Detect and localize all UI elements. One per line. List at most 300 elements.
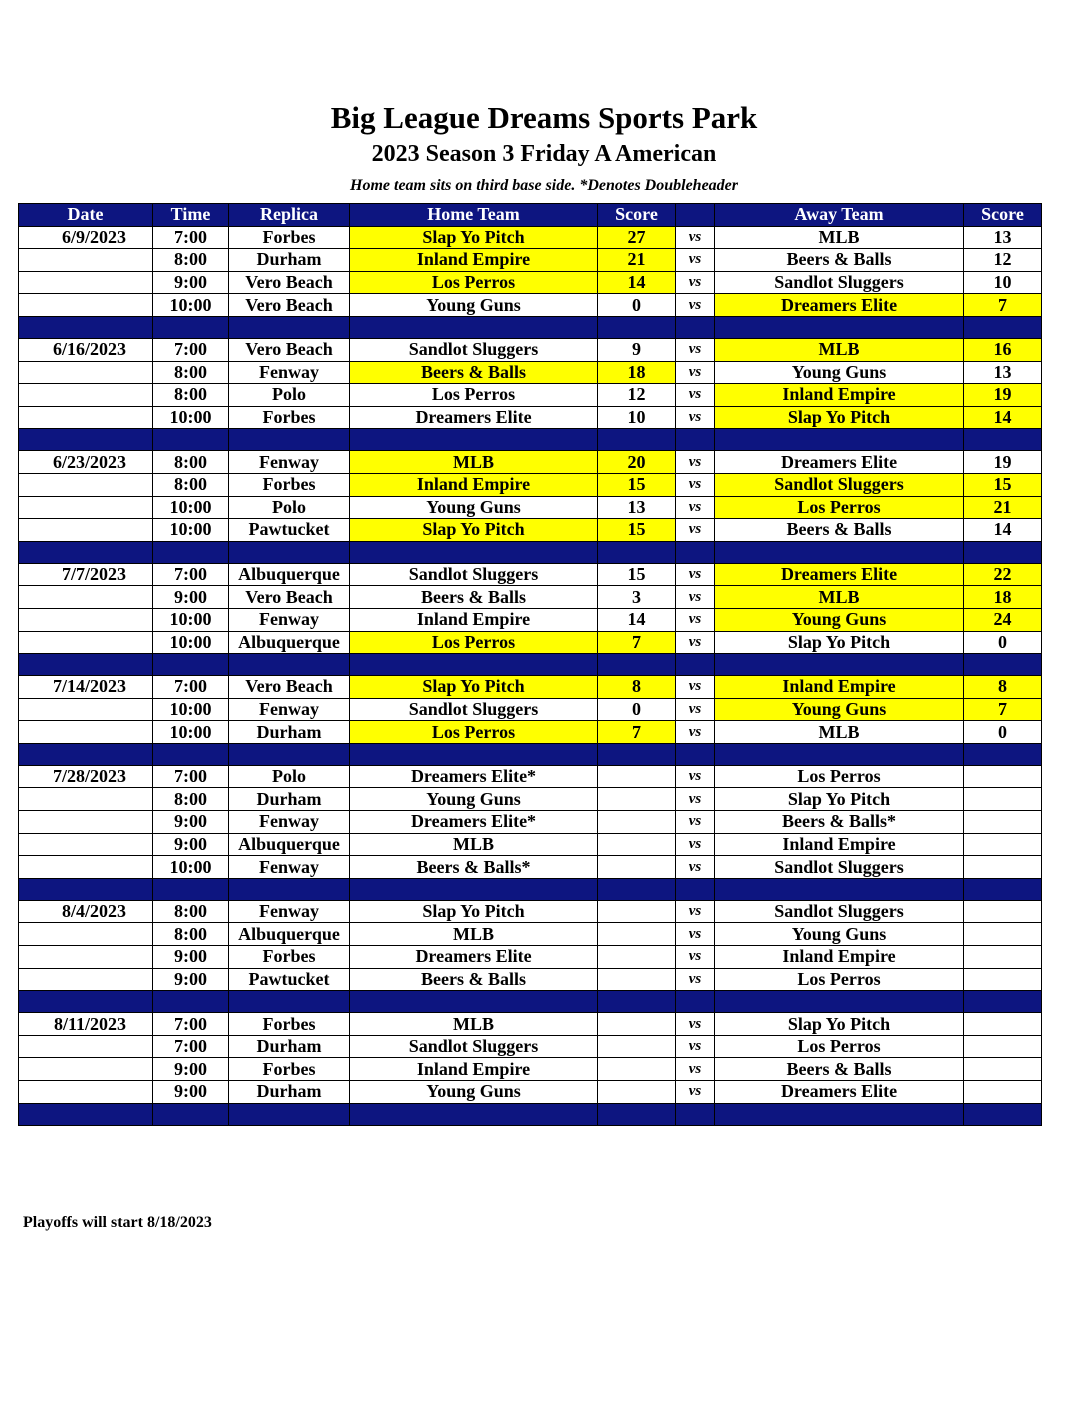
away-score-cell: 13 [964, 361, 1042, 384]
home-score-cell: 0 [598, 294, 676, 317]
away-team-cell: Inland Empire [715, 384, 964, 407]
home-score-cell [598, 811, 676, 834]
separator-cell [676, 991, 715, 1013]
away-score-cell [964, 765, 1042, 788]
vs-cell: vs [676, 721, 715, 744]
separator-cell [229, 541, 350, 563]
home-team-cell: Slap Yo Pitch [350, 519, 598, 542]
home-score-cell: 18 [598, 361, 676, 384]
vs-cell: vs [676, 833, 715, 856]
game-row [19, 631, 1042, 654]
replica-cell: Forbes [229, 226, 350, 249]
page-title: Big League Dreams Sports Park [330, 100, 758, 135]
away-team-cell: Slap Yo Pitch [715, 788, 964, 811]
game-row [19, 968, 1042, 991]
week-separator-row [19, 429, 1042, 451]
home-score-cell [598, 946, 676, 969]
away-team-cell: MLB [715, 721, 964, 744]
game-row [19, 1081, 1042, 1104]
separator-cell [153, 743, 229, 765]
away-team-cell: Young Guns [715, 698, 964, 721]
home-team-cell: Slap Yo Pitch [350, 226, 598, 249]
separator-cell [715, 654, 964, 676]
col-header-home-team: Home Team [350, 204, 598, 227]
home-team-cell: Beers & Balls [350, 586, 598, 609]
away-team-cell: Los Perros [715, 496, 964, 519]
home-team-cell: Young Guns [350, 788, 598, 811]
game-row [19, 856, 1042, 879]
vs-cell: vs [676, 1081, 715, 1104]
home-score-cell [598, 968, 676, 991]
home-score-cell [598, 856, 676, 879]
replica-cell: Fenway [229, 900, 350, 923]
date-cell [19, 249, 153, 272]
away-team-cell: Slap Yo Pitch [715, 1013, 964, 1036]
replica-cell: Forbes [229, 1013, 350, 1036]
home-score-cell: 3 [598, 586, 676, 609]
separator-cell [715, 316, 964, 338]
time-cell: 7:00 [153, 1035, 229, 1058]
week-separator-row [19, 654, 1042, 676]
home-team-cell: Sandlot Sluggers [350, 1035, 598, 1058]
time-cell: 9:00 [153, 811, 229, 834]
home-team-cell: Dreamers Elite [350, 946, 598, 969]
home-score-cell: 13 [598, 496, 676, 519]
game-row [19, 900, 1042, 923]
game-row [19, 451, 1042, 474]
away-score-cell: 15 [964, 473, 1042, 496]
away-score-cell: 7 [964, 698, 1042, 721]
away-score-cell: 19 [964, 384, 1042, 407]
away-score-cell: 13 [964, 226, 1042, 249]
vs-cell: vs [676, 563, 715, 586]
separator-cell [964, 541, 1042, 563]
time-cell: 8:00 [153, 923, 229, 946]
home-team-cell: Inland Empire [350, 608, 598, 631]
time-cell: 9:00 [153, 271, 229, 294]
time-cell: 8:00 [153, 249, 229, 272]
separator-cell [19, 1103, 153, 1125]
game-row [19, 473, 1042, 496]
home-team-cell: Beers & Balls [350, 968, 598, 991]
date-cell: 6/9/2023 [19, 226, 153, 249]
separator-cell [153, 541, 229, 563]
away-team-cell: Young Guns [715, 361, 964, 384]
home-team-cell: Beers & Balls* [350, 856, 598, 879]
home-score-cell: 7 [598, 631, 676, 654]
time-cell: 9:00 [153, 1081, 229, 1104]
separator-cell [350, 743, 598, 765]
time-cell: 10:00 [153, 631, 229, 654]
time-cell: 8:00 [153, 900, 229, 923]
date-cell [19, 856, 153, 879]
game-row [19, 406, 1042, 429]
home-team-cell: Los Perros [350, 721, 598, 744]
away-team-cell: Slap Yo Pitch [715, 631, 964, 654]
away-team-cell: Beers & Balls [715, 249, 964, 272]
away-team-cell: Inland Empire [715, 946, 964, 969]
away-score-cell [964, 900, 1042, 923]
game-row [19, 811, 1042, 834]
home-team-cell: Dreamers Elite [350, 406, 598, 429]
game-row [19, 519, 1042, 542]
replica-cell: Pawtucket [229, 519, 350, 542]
date-cell [19, 406, 153, 429]
game-row [19, 338, 1042, 361]
date-cell [19, 608, 153, 631]
vs-cell: vs [676, 811, 715, 834]
home-score-cell: 15 [598, 473, 676, 496]
away-team-cell: Inland Empire [715, 676, 964, 699]
home-score-cell: 8 [598, 676, 676, 699]
game-row [19, 249, 1042, 272]
schedule-body [19, 226, 1042, 1125]
away-score-cell: 0 [964, 721, 1042, 744]
separator-cell [715, 878, 964, 900]
date-cell [19, 1035, 153, 1058]
separator-cell [676, 654, 715, 676]
replica-cell: Vero Beach [229, 586, 350, 609]
separator-cell [676, 743, 715, 765]
time-cell: 7:00 [153, 338, 229, 361]
separator-cell [964, 1103, 1042, 1125]
separator-cell [715, 541, 964, 563]
col-header-vs [676, 204, 715, 227]
date-cell [19, 271, 153, 294]
away-score-cell: 7 [964, 294, 1042, 317]
col-header-time: Time [153, 204, 229, 227]
home-team-cell: Beers & Balls [350, 361, 598, 384]
week-separator-row [19, 541, 1042, 563]
time-cell: 8:00 [153, 361, 229, 384]
away-score-cell [964, 788, 1042, 811]
time-cell: 10:00 [153, 721, 229, 744]
time-cell: 10:00 [153, 519, 229, 542]
vs-cell: vs [676, 496, 715, 519]
replica-cell: Fenway [229, 698, 350, 721]
separator-cell [229, 429, 350, 451]
separator-cell [19, 316, 153, 338]
home-team-cell: Young Guns [350, 1081, 598, 1104]
time-cell: 7:00 [153, 1013, 229, 1036]
separator-cell [19, 541, 153, 563]
replica-cell: Polo [229, 496, 350, 519]
game-row [19, 698, 1042, 721]
date-cell: 6/23/2023 [19, 451, 153, 474]
season-subtitle: 2023 Season 3 Friday A American [371, 141, 717, 167]
home-score-cell: 14 [598, 608, 676, 631]
away-team-cell: Los Perros [715, 765, 964, 788]
separator-cell [964, 991, 1042, 1013]
vs-cell: vs [676, 451, 715, 474]
home-team-cell: Slap Yo Pitch [350, 676, 598, 699]
game-row [19, 946, 1042, 969]
replica-cell: Albuquerque [229, 923, 350, 946]
time-cell: 7:00 [153, 676, 229, 699]
away-score-cell [964, 833, 1042, 856]
separator-cell [153, 878, 229, 900]
time-cell: 8:00 [153, 788, 229, 811]
game-row [19, 361, 1042, 384]
vs-cell: vs [676, 1058, 715, 1081]
away-team-cell: MLB [715, 226, 964, 249]
date-cell [19, 1081, 153, 1104]
away-team-cell: Young Guns [715, 608, 964, 631]
week-separator-row [19, 743, 1042, 765]
date-cell: 8/4/2023 [19, 900, 153, 923]
away-team-cell: Los Perros [715, 1035, 964, 1058]
date-cell [19, 721, 153, 744]
time-cell: 7:00 [153, 765, 229, 788]
separator-cell [964, 743, 1042, 765]
away-team-cell: Slap Yo Pitch [715, 406, 964, 429]
time-cell: 9:00 [153, 968, 229, 991]
home-score-cell [598, 900, 676, 923]
vs-cell: vs [676, 631, 715, 654]
away-team-cell: Young Guns [715, 923, 964, 946]
vs-cell: vs [676, 361, 715, 384]
schedule-table [18, 203, 1042, 1126]
date-cell [19, 294, 153, 317]
home-score-cell: 20 [598, 451, 676, 474]
replica-cell: Durham [229, 1035, 350, 1058]
game-row [19, 226, 1042, 249]
col-header-away-score: Score [964, 204, 1042, 227]
away-team-cell: Beers & Balls [715, 519, 964, 542]
away-score-cell: 10 [964, 271, 1042, 294]
game-row [19, 294, 1042, 317]
replica-cell: Forbes [229, 946, 350, 969]
date-cell [19, 923, 153, 946]
date-cell [19, 361, 153, 384]
away-score-cell [964, 1058, 1042, 1081]
date-cell [19, 788, 153, 811]
away-score-cell: 21 [964, 496, 1042, 519]
away-score-cell [964, 1035, 1042, 1058]
date-cell: 8/11/2023 [19, 1013, 153, 1036]
separator-cell [153, 1103, 229, 1125]
schedule-note: Home team sits on third base side. *Denotes Doubleheader [350, 177, 738, 194]
game-row [19, 1058, 1042, 1081]
game-row [19, 788, 1042, 811]
replica-cell: Forbes [229, 1058, 350, 1081]
vs-cell: vs [676, 294, 715, 317]
separator-cell [715, 991, 964, 1013]
time-cell: 10:00 [153, 294, 229, 317]
replica-cell: Polo [229, 384, 350, 407]
away-team-cell: Los Perros [715, 968, 964, 991]
separator-cell [676, 878, 715, 900]
home-score-cell: 15 [598, 563, 676, 586]
away-team-cell: Beers & Balls [715, 1058, 964, 1081]
away-score-cell [964, 811, 1042, 834]
home-team-cell: Inland Empire [350, 249, 598, 272]
game-row [19, 586, 1042, 609]
vs-cell: vs [676, 1035, 715, 1058]
home-team-cell: Young Guns [350, 294, 598, 317]
date-cell [19, 519, 153, 542]
away-team-cell: Sandlot Sluggers [715, 271, 964, 294]
home-team-cell: Sandlot Sluggers [350, 563, 598, 586]
away-score-cell: 12 [964, 249, 1042, 272]
separator-cell [715, 743, 964, 765]
replica-cell: Durham [229, 1081, 350, 1104]
date-cell: 7/28/2023 [19, 765, 153, 788]
home-score-cell [598, 1058, 676, 1081]
separator-cell [153, 991, 229, 1013]
home-score-cell: 0 [598, 698, 676, 721]
time-cell: 10:00 [153, 698, 229, 721]
vs-cell: vs [676, 900, 715, 923]
home-team-cell: Los Perros [350, 271, 598, 294]
replica-cell: Vero Beach [229, 271, 350, 294]
replica-cell: Durham [229, 721, 350, 744]
separator-cell [153, 429, 229, 451]
home-score-cell: 15 [598, 519, 676, 542]
game-row [19, 608, 1042, 631]
time-cell: 9:00 [153, 1058, 229, 1081]
home-team-cell: Slap Yo Pitch [350, 900, 598, 923]
date-cell [19, 811, 153, 834]
replica-cell: Forbes [229, 473, 350, 496]
game-row [19, 563, 1042, 586]
away-score-cell: 16 [964, 338, 1042, 361]
separator-cell [229, 991, 350, 1013]
away-score-cell: 14 [964, 406, 1042, 429]
vs-cell: vs [676, 473, 715, 496]
separator-cell [598, 743, 676, 765]
separator-cell [153, 654, 229, 676]
vs-cell: vs [676, 856, 715, 879]
home-team-cell: MLB [350, 833, 598, 856]
separator-cell [350, 1103, 598, 1125]
home-team-cell: Los Perros [350, 631, 598, 654]
replica-cell: Albuquerque [229, 631, 350, 654]
away-team-cell: Dreamers Elite [715, 451, 964, 474]
separator-cell [964, 316, 1042, 338]
date-cell [19, 496, 153, 519]
game-row [19, 721, 1042, 744]
home-team-cell: Young Guns [350, 496, 598, 519]
home-team-cell: Sandlot Sluggers [350, 698, 598, 721]
away-team-cell: Beers & Balls* [715, 811, 964, 834]
separator-cell [19, 991, 153, 1013]
vs-cell: vs [676, 249, 715, 272]
time-cell: 8:00 [153, 473, 229, 496]
home-score-cell [598, 765, 676, 788]
away-team-cell: MLB [715, 586, 964, 609]
away-score-cell: 18 [964, 586, 1042, 609]
separator-cell [19, 878, 153, 900]
away-team-cell: MLB [715, 338, 964, 361]
date-cell [19, 473, 153, 496]
time-cell: 9:00 [153, 586, 229, 609]
separator-cell [350, 429, 598, 451]
away-team-cell: Inland Empire [715, 833, 964, 856]
game-row [19, 271, 1042, 294]
separator-cell [350, 991, 598, 1013]
home-team-cell: MLB [350, 923, 598, 946]
away-score-cell: 14 [964, 519, 1042, 542]
away-score-cell [964, 946, 1042, 969]
home-score-cell: 12 [598, 384, 676, 407]
separator-cell [350, 316, 598, 338]
away-score-cell [964, 1013, 1042, 1036]
game-row [19, 1013, 1042, 1036]
separator-cell [598, 991, 676, 1013]
date-cell [19, 1058, 153, 1081]
home-team-cell: MLB [350, 451, 598, 474]
replica-cell: Fenway [229, 811, 350, 834]
vs-cell: vs [676, 519, 715, 542]
game-row [19, 833, 1042, 856]
home-score-cell [598, 788, 676, 811]
away-score-cell: 8 [964, 676, 1042, 699]
date-cell: 6/16/2023 [19, 338, 153, 361]
separator-cell [598, 541, 676, 563]
replica-cell: Durham [229, 249, 350, 272]
replica-cell: Albuquerque [229, 833, 350, 856]
vs-cell: vs [676, 676, 715, 699]
col-header-replica: Replica [229, 204, 350, 227]
separator-cell [964, 654, 1042, 676]
home-team-cell: Dreamers Elite* [350, 811, 598, 834]
vs-cell: vs [676, 765, 715, 788]
date-cell [19, 698, 153, 721]
date-cell [19, 631, 153, 654]
game-row [19, 496, 1042, 519]
replica-cell: Forbes [229, 406, 350, 429]
separator-cell [229, 743, 350, 765]
separator-cell [350, 654, 598, 676]
replica-cell: Fenway [229, 608, 350, 631]
time-cell: 10:00 [153, 856, 229, 879]
away-score-cell: 0 [964, 631, 1042, 654]
vs-cell: vs [676, 338, 715, 361]
away-score-cell: 24 [964, 608, 1042, 631]
home-score-cell: 27 [598, 226, 676, 249]
away-score-cell: 19 [964, 451, 1042, 474]
home-team-cell: Sandlot Sluggers [350, 338, 598, 361]
separator-cell [153, 316, 229, 338]
home-score-cell: 21 [598, 249, 676, 272]
replica-cell: Vero Beach [229, 294, 350, 317]
game-row [19, 765, 1042, 788]
separator-cell [229, 878, 350, 900]
home-team-cell: Los Perros [350, 384, 598, 407]
home-team-cell: Inland Empire [350, 473, 598, 496]
replica-cell: Vero Beach [229, 676, 350, 699]
time-cell: 7:00 [153, 226, 229, 249]
separator-cell [676, 541, 715, 563]
time-cell: 8:00 [153, 384, 229, 407]
col-header-date: Date [19, 204, 153, 227]
replica-cell: Pawtucket [229, 968, 350, 991]
date-cell [19, 586, 153, 609]
col-header-home-score: Score [598, 204, 676, 227]
home-score-cell: 9 [598, 338, 676, 361]
game-row [19, 923, 1042, 946]
separator-cell [964, 878, 1042, 900]
home-score-cell [598, 833, 676, 856]
game-row [19, 384, 1042, 407]
separator-cell [598, 878, 676, 900]
date-cell: 7/7/2023 [19, 563, 153, 586]
separator-cell [598, 1103, 676, 1125]
home-score-cell [598, 1035, 676, 1058]
away-score-cell [964, 923, 1042, 946]
week-separator-row [19, 991, 1042, 1013]
